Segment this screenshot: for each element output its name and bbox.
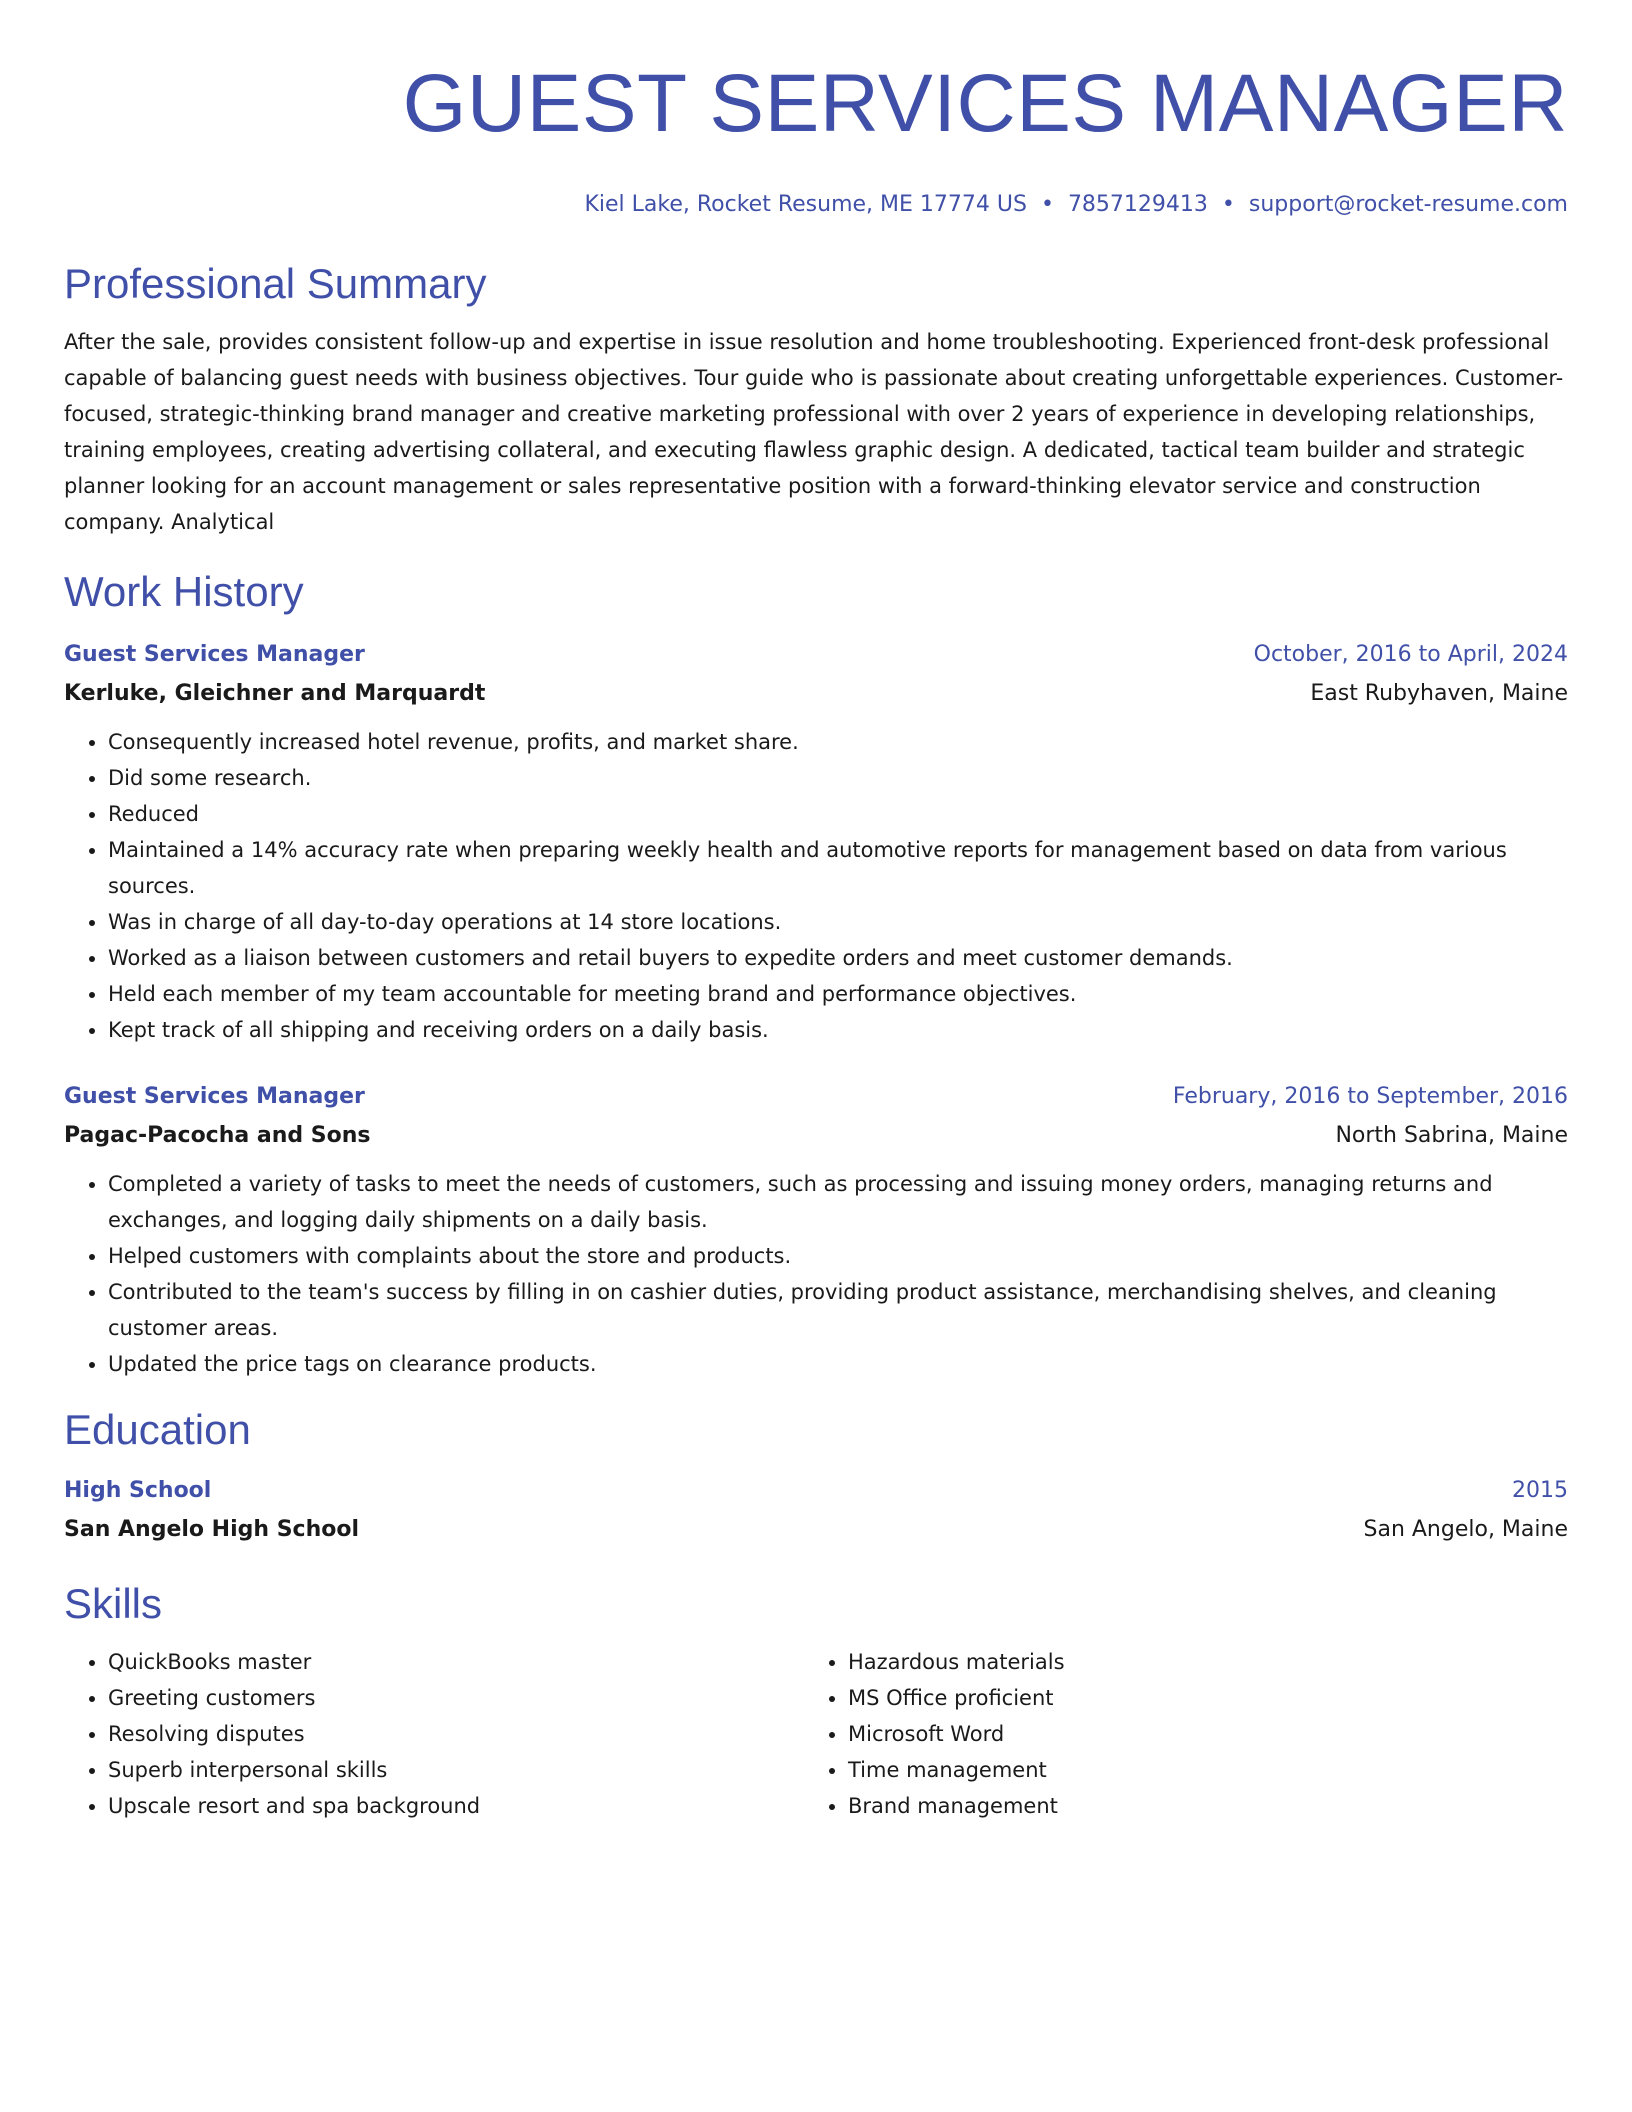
education-header-row <box>64 1472 1568 1510</box>
education-location: San Angelo, Maine <box>1363 1517 1568 1542</box>
job-bullet: • Did some research. <box>108 760 1568 796</box>
skill-item: • Time management <box>848 1752 1544 1788</box>
contact-phone: 7857129413 <box>1067 192 1208 217</box>
skills-bullets <box>804 1644 1544 1824</box>
job-bullet: • Held each member of my team accountable for meeting brand and performance objectives. <box>108 976 1568 1012</box>
job-bullet: • Was in charge of all day-to-day operations at 14 store locations. <box>108 904 1568 940</box>
job-entry <box>64 636 1568 1048</box>
job-bullet: • Consequently increased hotel revenue, profits, and market share. <box>108 724 1568 760</box>
skills-column-left <box>64 1644 804 1824</box>
skill-item: • Superb interpersonal skills <box>108 1752 804 1788</box>
education-school: San Angelo High School <box>64 1517 360 1542</box>
job-company: Kerluke, Gleichner and Marquardt <box>64 681 486 706</box>
job-bullets <box>64 1166 1568 1382</box>
skill-item: • Upscale resort and spa background <box>108 1788 804 1824</box>
job-location: East Rubyhaven, Maine <box>1310 681 1568 706</box>
job-entry <box>64 1078 1568 1382</box>
contact-separator: • <box>1040 192 1054 217</box>
job-company: Pagac-Pacocha and Sons <box>64 1123 371 1148</box>
job-bullet: • Maintained a 14% accuracy rate when preparing weekly health and automotive reports for management based on data from various sources. <box>108 832 1568 904</box>
contact-separator: • <box>1221 192 1235 217</box>
skill-item: • Hazardous materials <box>848 1644 1544 1680</box>
skills-heading: Skills <box>64 1580 163 1627</box>
job-header-row <box>64 636 1568 674</box>
contact-address: Kiel Lake, Rocket Resume, ME 17774 US <box>584 192 1027 217</box>
skill-item: • Microsoft Word <box>848 1716 1544 1752</box>
job-title: Guest Services Manager <box>64 1084 365 1109</box>
education-heading: Education <box>64 1406 251 1453</box>
education-degree: High School <box>64 1478 212 1503</box>
skill-item: • Greeting customers <box>108 1680 804 1716</box>
summary-heading: Professional Summary <box>64 260 487 307</box>
contact-email: support@rocket-resume.com <box>1248 192 1568 217</box>
skill-item: • Resolving disputes <box>108 1716 804 1752</box>
job-bullet: • Helped customers with complaints about the store and products. <box>108 1238 1568 1274</box>
job-bullet: • Completed a variety of tasks to meet the needs of customers, such as processing and issuing money orders, managing returns and exchanges, and logging daily shipments on a daily basis. <box>108 1166 1568 1238</box>
job-bullet: • Kept track of all shipping and receiving orders on a daily basis. <box>108 1012 1568 1048</box>
job-header-row <box>64 1078 1568 1116</box>
education-entry <box>64 1472 1568 1550</box>
job-bullet: • Worked as a liaison between customers and retail buyers to expedite orders and meet customer demands. <box>108 940 1568 976</box>
contact-line <box>64 190 1568 220</box>
skills-list <box>64 1644 1568 1824</box>
skill-item: • QuickBooks master <box>108 1644 804 1680</box>
skill-item: • MS Office proficient <box>848 1680 1544 1716</box>
job-bullet: • Updated the price tags on clearance products. <box>108 1346 1568 1382</box>
candidate-name: GUEST SERVICES MANAGER <box>402 58 1568 149</box>
job-bullets <box>64 724 1568 1048</box>
work-history-heading: Work History <box>64 568 304 615</box>
job-company-row <box>64 1116 1568 1156</box>
job-bullet: • Contributed to the team's success by filling in on cashier duties, providing product assistance, merchandising shelves, and cleaning customer areas. <box>108 1274 1568 1346</box>
education-year: 2015 <box>1512 1478 1568 1503</box>
skills-bullets <box>64 1644 804 1824</box>
job-dates: October, 2016 to April, 2024 <box>1253 642 1568 667</box>
job-dates: February, 2016 to September, 2016 <box>1172 1084 1568 1109</box>
education-school-row <box>64 1510 1568 1550</box>
skills-column-right <box>804 1644 1544 1824</box>
summary-text: After the sale, provides consistent follow-up and expertise in issue resolution and home troubleshooting. Experienced front-desk professional capable of balancing guest needs with business objectives. Tour guide who is passionate about creating unforgettable experiences. Customer-focused, strategic-thinking brand manager and creative marketing professional with over 2 years of experience in developing relationships, training employees, creating advertising collateral, and executing flawless graphic design. A dedicated, tactical team builder and strategic planner looking for an account management or sales representative position with a forward-thinking elevator service and construction company. Analytical <box>64 330 1564 534</box>
job-location: North Sabrina, Maine <box>1335 1123 1568 1148</box>
skill-item: • Brand management <box>848 1788 1544 1824</box>
job-company-row <box>64 674 1568 714</box>
job-title: Guest Services Manager <box>64 642 365 667</box>
resume-header <box>64 56 1568 220</box>
job-bullet: • Reduced <box>108 796 1568 832</box>
